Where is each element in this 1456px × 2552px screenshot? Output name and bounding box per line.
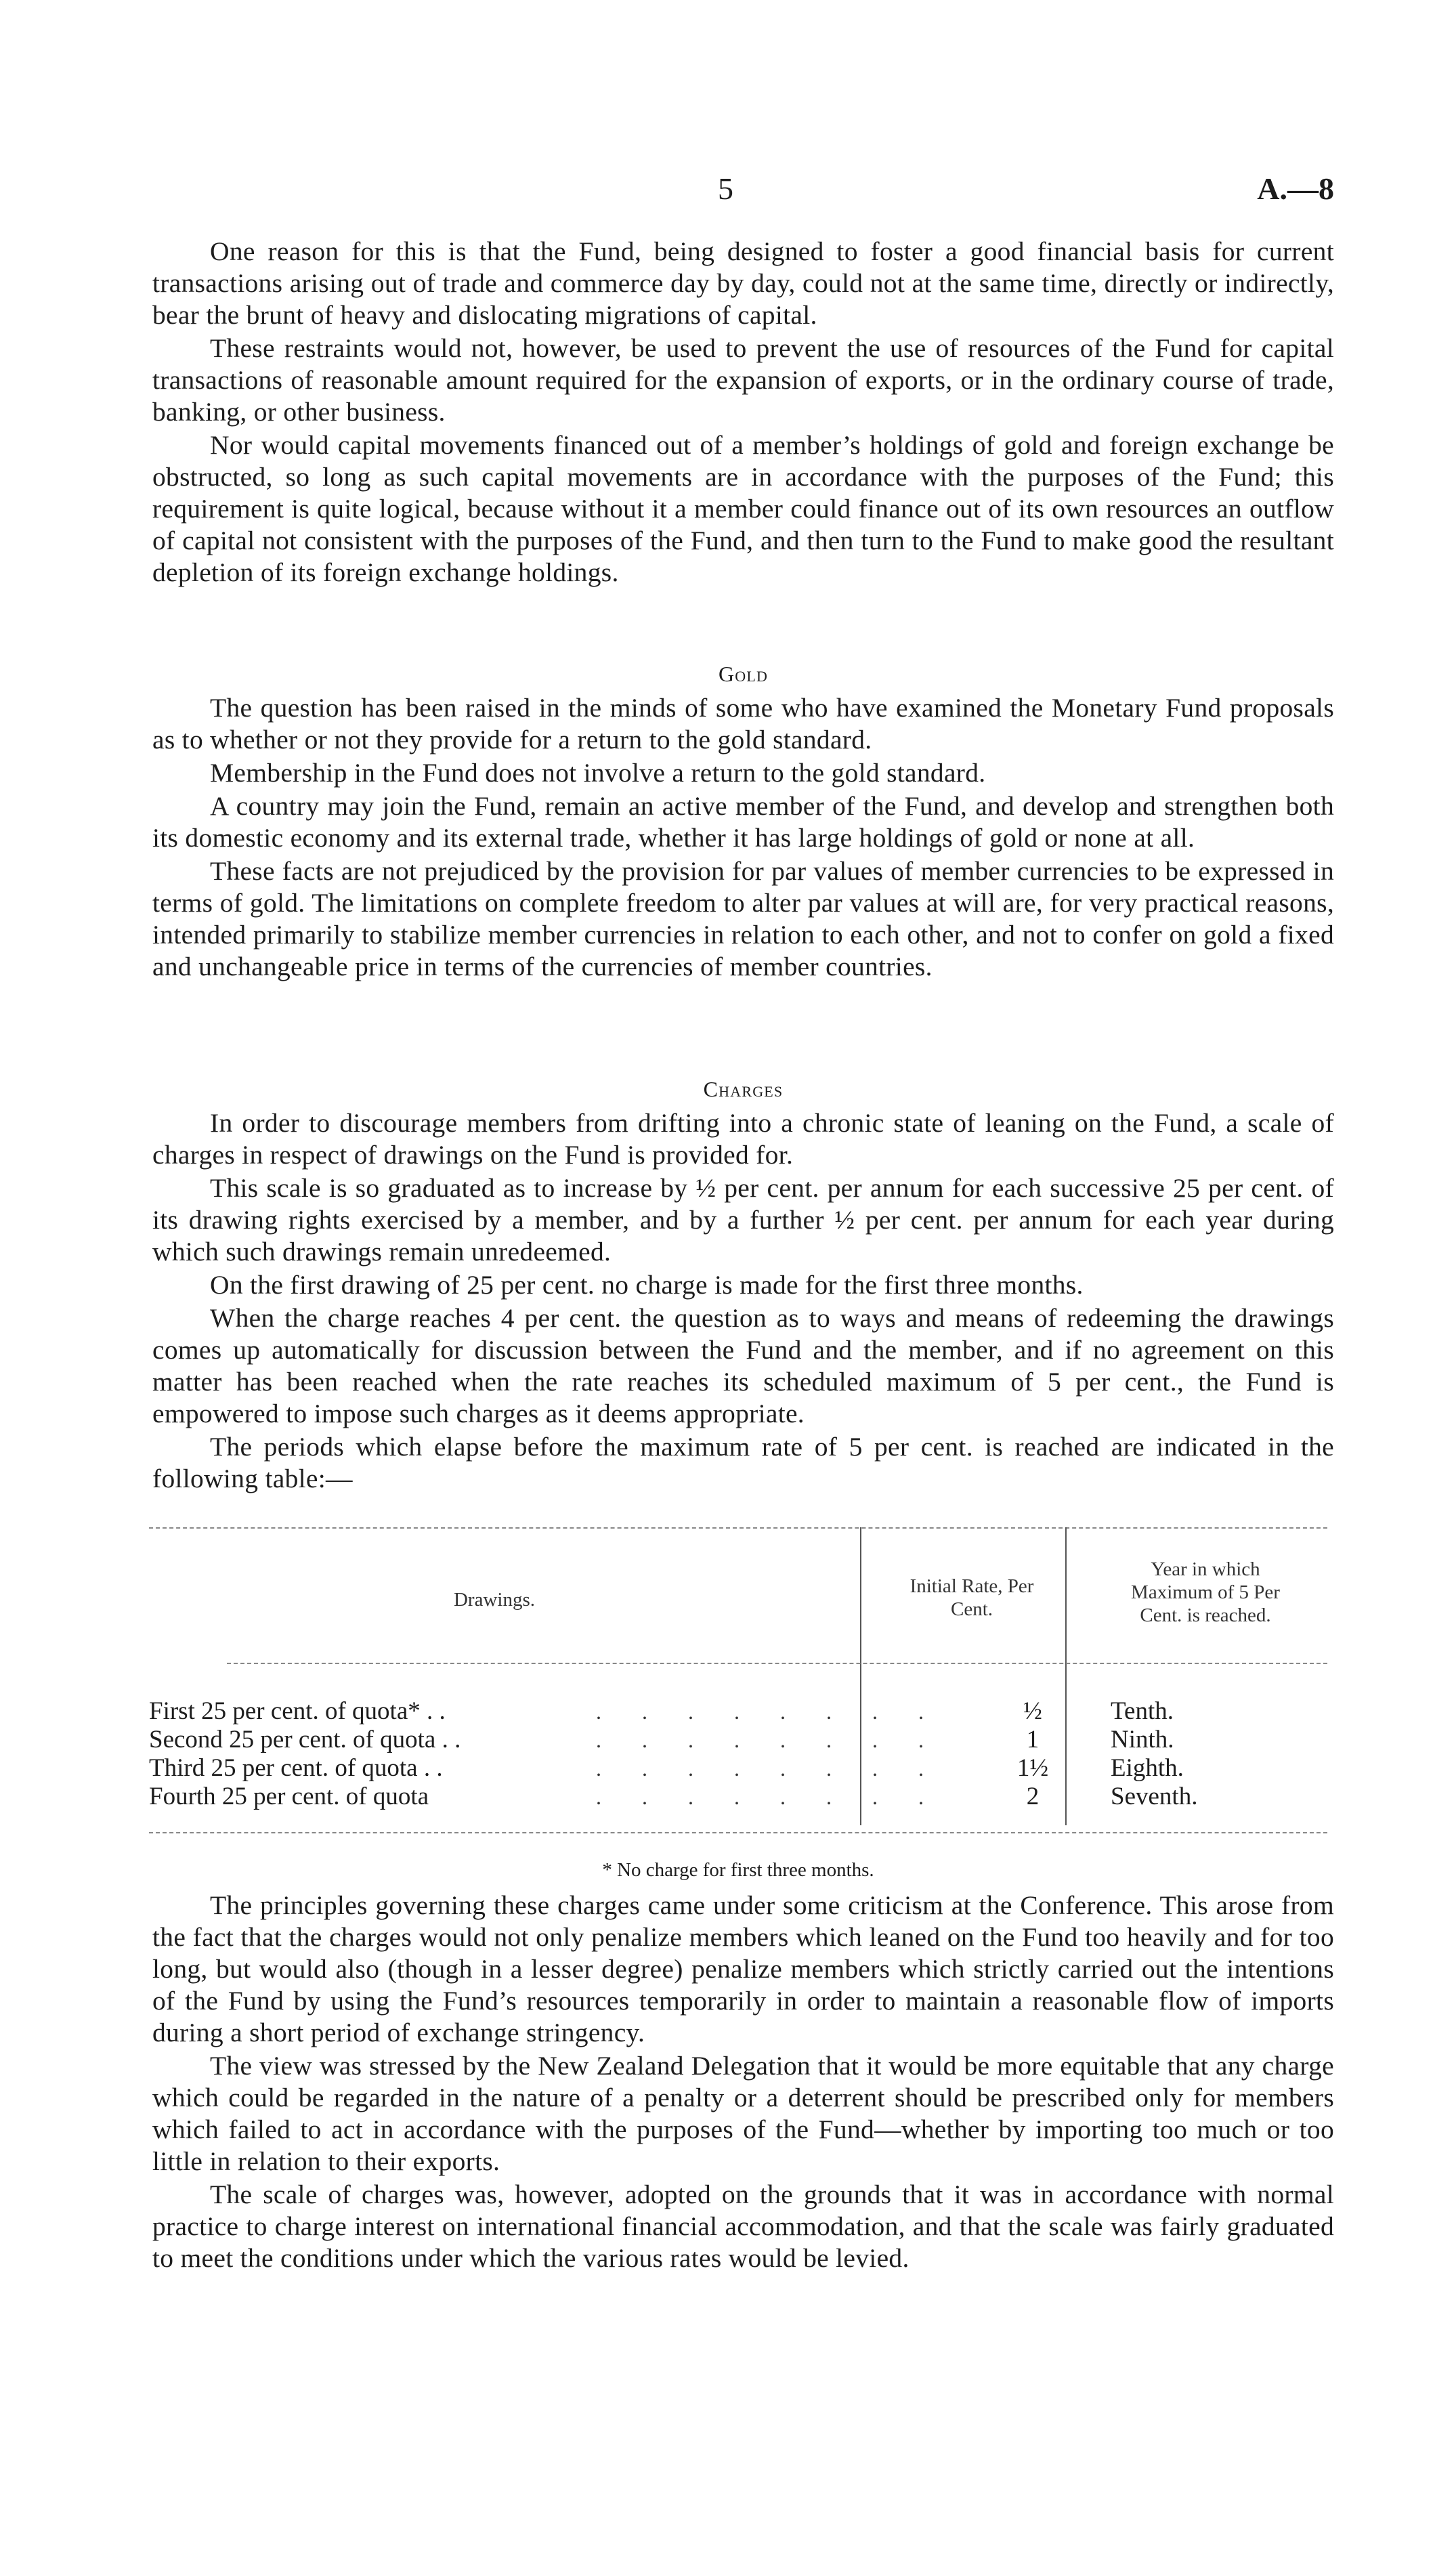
section-intro — [152, 236, 1334, 590]
leader-dots: . . . . . . . . — [596, 1785, 941, 1809]
column-header-initial-rate: Initial Rate, Per Cent. — [909, 1575, 1034, 1620]
paragraph: Membership in the Fund does not involve a return to the gold standard. — [210, 758, 986, 788]
section-heading-gold: Gold — [718, 662, 769, 686]
paragraph: A country may join the Fund, remain an active member of the Fund, and develop and strengthen both its domestic economy and its external trade, whether it has large holdings of gold or none at all. — [152, 791, 1334, 853]
page-number: 5 — [718, 171, 733, 206]
section-heading-charges: Charges — [703, 1077, 784, 1101]
paragraph: The principles governing these charges came under some criticism at the Conference. This arose from the fact that the charges would not only penalize members which leaned on the Fund too heavily and for too long, but would also (though in a lesser degree) penalize members which strictly carried out the intentions of the Fund by using the Fund’s resources temporarily in order to maintain a reasonable flow of imports during a short period of exchange stringency. — [152, 1890, 1334, 2047]
rate-cell: 1 — [1026, 1726, 1040, 1753]
paragraph: One reason for this is that the Fund, being designed to foster a good financial basis for current transactions arising out of trade and commerce day by day, could not at the same time, directly or indirectly, bear the brunt of heavy and dislocating migrations of capital. — [152, 236, 1334, 330]
drawing-cell: First 25 per cent. of quota* . . — [149, 1697, 446, 1725]
rate-cell: ½ — [1023, 1697, 1042, 1725]
drawing-cell: Second 25 per cent. of quota . . — [149, 1726, 461, 1753]
table-rule-bottom — [149, 1832, 1327, 1833]
column-header-year-maximum: Year in which Maximum of 5 Per Cent. is reached. — [1131, 1558, 1280, 1626]
section-conclusion — [152, 1890, 1334, 2276]
table-rule-header — [227, 1663, 1327, 1664]
paragraph: The periods which elapse before the maximum rate of 5 per cent. is reached are indicated in the following table:— — [152, 1432, 1334, 1493]
year-cell: Eighth. — [1111, 1754, 1184, 1782]
paragraph: The question has been raised in the minds of some who have examined the Monetary Fund proposals as to whether or not they provide for a return to the gold standard. — [152, 693, 1334, 754]
paragraph: On the first drawing of 25 per cent. no charge is made for the first three months. — [210, 1270, 1084, 1300]
table-rule-top — [149, 1527, 1327, 1529]
leader-dots: . . . . . . . . — [596, 1728, 941, 1752]
paragraph: When the charge reaches 4 per cent. the question as to ways and means of redeeming the drawings comes up automatically for discussion between the Fund and the member, and if no agreement on this matter has been reached when the rate reaches its scheduled maximum of 5 per cent., the Fund is empowered to impose such charges as it deems appropriate. — [152, 1303, 1334, 1428]
leader-dots: . . . . . . . . — [596, 1756, 941, 1781]
year-cell: Tenth. — [1111, 1697, 1174, 1725]
rate-cell: 2 — [1026, 1783, 1040, 1810]
rate-cell: 1½ — [1016, 1754, 1049, 1782]
drawing-cell: Fourth 25 per cent. of quota — [149, 1783, 429, 1810]
document-reference: A.—8 — [1257, 171, 1334, 206]
paragraph: Nor would capital movements financed out of a member’s holdings of gold and foreign exchange be obstructed, so long as such capital movements are in accordance with the purposes of the Fund; this requirement is quite logical, because without it a member could finance out of its own resources an outflow of capital not consistent with the purposes of the Fund, and then turn to the Fund to make good the resultant depletion of its foreign exchange holdings. — [152, 430, 1334, 587]
drawing-cell: Third 25 per cent. of quota . . — [149, 1754, 443, 1782]
year-cell: Ninth. — [1111, 1726, 1174, 1753]
paragraph: These facts are not prejudiced by the provision for par values of member currencies to be expressed in terms of gold. The limitations on complete freedom to alter par values at will are, for very practical reasons, intended primarily to stabilize member currencies in relation to each other, and not to confer on gold a fixed and unchangeable price in terms of the currencies of member countries. — [152, 856, 1334, 981]
leader-dots: . . . . . . . . — [596, 1699, 941, 1724]
section-gold — [152, 692, 1334, 984]
section-charges — [152, 1107, 1334, 1496]
column-header-drawings: Drawings. — [453, 1589, 535, 1611]
paragraph: In order to discourage members from drifting into a chronic state of leaning on the Fund, a scale of charges in respect of drawings on the Fund is provided for. — [152, 1108, 1334, 1170]
charges-table — [149, 1527, 1327, 1881]
paragraph: This scale is so graduated as to increase by ½ per cent. per annum for each successive 25 per cent. of its drawing rights exercised by a member, and by a further ½ per cent. per annum for each year during which such drawings remain unredeemed. — [152, 1173, 1334, 1267]
year-cell: Seventh. — [1111, 1783, 1198, 1810]
table-footnote: * No charge for first three months. — [602, 1859, 874, 1881]
paragraph: These restraints would not, however, be used to prevent the use of resources of the Fund for capital transactions of reasonable amount required for the expansion of exports, or in the ordinary course of trade, banking, or other business. — [152, 333, 1334, 427]
paragraph: The view was stressed by the New Zealand Delegation that it would be more equitable that any charge which could be regarded in the nature of a penalty or a deterrent should be prescribed only for members which failed to act in accordance with the purposes of the Fund—whether by importing too much or too little in relation to their exports. — [152, 2051, 1334, 2176]
paragraph: The scale of charges was, however, adopted on the grounds that it was in accordance with normal practice to charge interest on international financial accommodation, and that the scale was fairly graduated to meet the conditions under which the various rates would be levied. — [152, 2179, 1334, 2273]
